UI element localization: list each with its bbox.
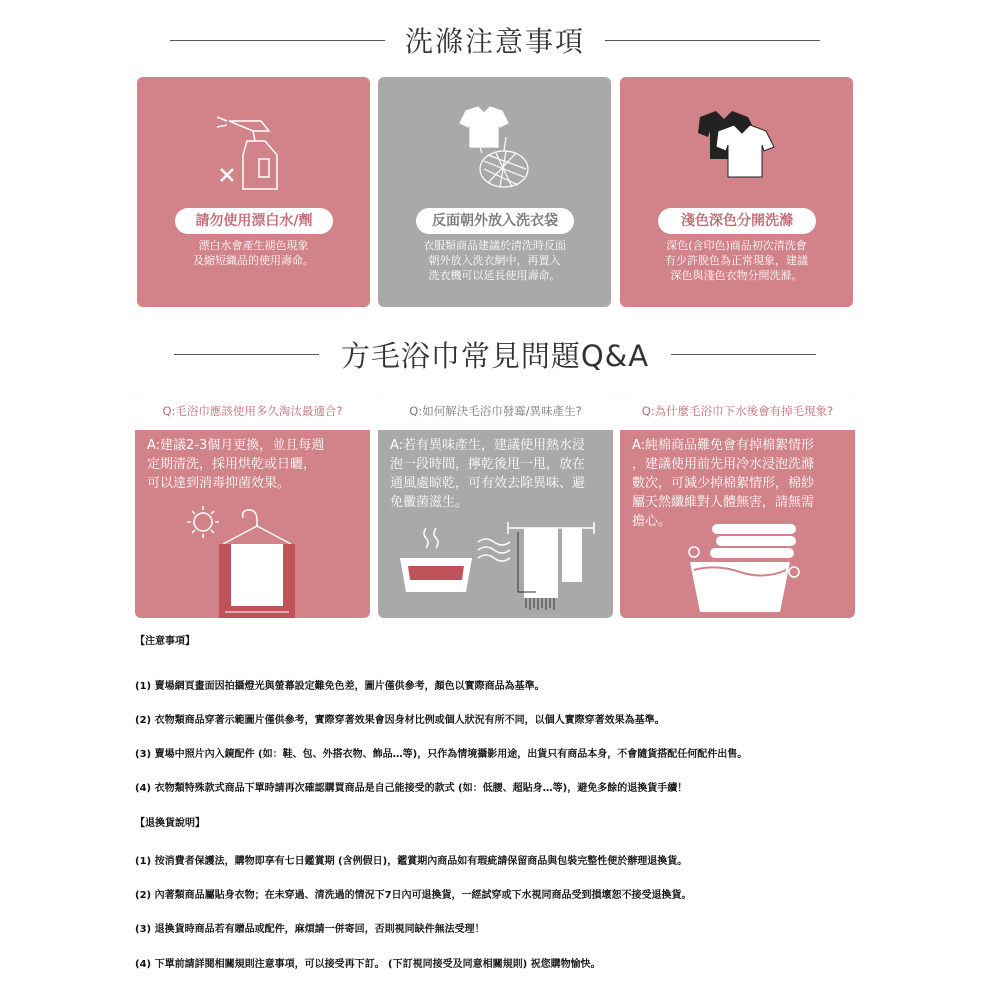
faq-question: Q:如何解決毛浴巾發霉/異味產生? (378, 392, 613, 430)
notes-item: (3) 賣場中照片內入鏡配件 (如：鞋、包、外搭衣物、飾品…等)，只作為情境攝影用途，出貨只有商品本身，不會隨貨搭配任何配件出售。 (135, 749, 748, 760)
faq-answer: A:純棉商品難免會有掉棉絮情形 ，建議使用前先用冷水浸泡洗滌 數次，可減少掉棉絮情形，棉紗 屬天然纖維對人體無害，請無需 擔心。 (632, 438, 815, 529)
basin-towel-rack-icon (378, 492, 613, 618)
care-section-title: 洗滌注意事項 (404, 25, 585, 58)
faq-answer: A:建議2-3個月更換，並且每週 定期清洗，採用烘乾或日曬， 可以達到消毒抑菌效果。 (147, 438, 325, 491)
sun-hanger-towel-icon (135, 492, 370, 618)
returns-heading: 【退換貨說明】 (135, 818, 205, 829)
care-card-no-bleach (137, 77, 370, 307)
returns-item: (2) 內著類商品屬貼身衣物；在未穿過、清洗過的情況下7日內可退換貨，一經試穿或下水視同商品受到損壞恕不接受退換貨。 (135, 890, 692, 901)
care-label: 反面朝外放入洗衣袋 (416, 208, 574, 234)
divider-left (174, 354, 319, 355)
care-description: 深色(含印色)商品初次清洗會 有少許脫色為正常現象，建議 深色與淺色衣物分開洗滌。 (665, 239, 808, 282)
faq-card-replace (135, 392, 370, 618)
divider-right (671, 354, 816, 355)
care-section-heading (0, 22, 990, 58)
faq-question: Q:毛浴巾應該使用多久淘汰最適合? (135, 392, 370, 430)
returns-item: (1) 按消費者保護法，購物即享有七日鑑賞期 (含例假日)，鑑賞期內商品如有瑕疵請保留商品與包裝完整性便於辦理退換貨。 (135, 856, 688, 867)
care-label: 淺色深色分開洗滌 (658, 208, 816, 234)
faq-answer: A:若有異味產生，建議使用熱水浸 泡一段時間，擰乾後甩一甩，放在 通風處晾乾，可有效去除異味、避 免黴菌滋生。 (390, 438, 586, 510)
care-card-separate-colors (620, 77, 853, 307)
notes-item: (1) 賣場網頁畫面因拍攝燈光與螢幕設定難免色差，圖片僅供參考，顏色以實際商品為基準。 (135, 681, 545, 692)
notes-heading: 【注意事項】 (135, 636, 195, 647)
faq-card-lint (620, 392, 855, 618)
care-description: 漂白水會產生褪色現象 及縮短織品的使用壽命。 (193, 239, 314, 267)
care-label: 請勿使用漂白水/劑 (175, 208, 333, 234)
faq-section-title: 方毛浴巾常見問題Q&A (340, 338, 650, 373)
basin-folded-towels-icon (620, 492, 855, 618)
notes-item: (2) 衣物類商品穿著示範圖片僅供參考，實際穿著效果會因身材比例或個人狀況有所不同，以個人實際穿著效果為基準。 (135, 715, 665, 726)
dark-light-shirts-icon (620, 97, 853, 197)
faq-section-heading (0, 334, 990, 374)
divider-right (605, 40, 820, 41)
care-card-laundry-bag (378, 77, 611, 307)
divider-left (170, 40, 385, 41)
notes-item: (4) 衣物類特殊款式商品下單時請再次確認購買商品是自己能接受的款式 (如：低腰、超貼身…等)，避免多餘的退換貨手續！ (135, 783, 688, 794)
returns-item: (3) 退換貨時商品若有贈品或配件，麻煩請一併寄回，否則視同缺件無法受理！ (135, 924, 485, 935)
faq-card-odor (378, 392, 613, 618)
shirt-laundry-bag-icon (378, 97, 611, 197)
spray-bottle-no-icon (137, 97, 370, 197)
returns-item: (4) 下單前請詳閱相關規則注意事項，可以接受再下訂。 (下訂視同接受及同意相關規則) 祝您購物愉快。 (135, 959, 601, 970)
faq-question: Q:為什麼毛浴巾下水後會有掉毛現象? (620, 392, 855, 430)
care-description: 衣服類商品建議於清洗時反面 朝外放入洗衣網中，再置入 洗衣機可以延長使用壽命。 (423, 239, 566, 282)
